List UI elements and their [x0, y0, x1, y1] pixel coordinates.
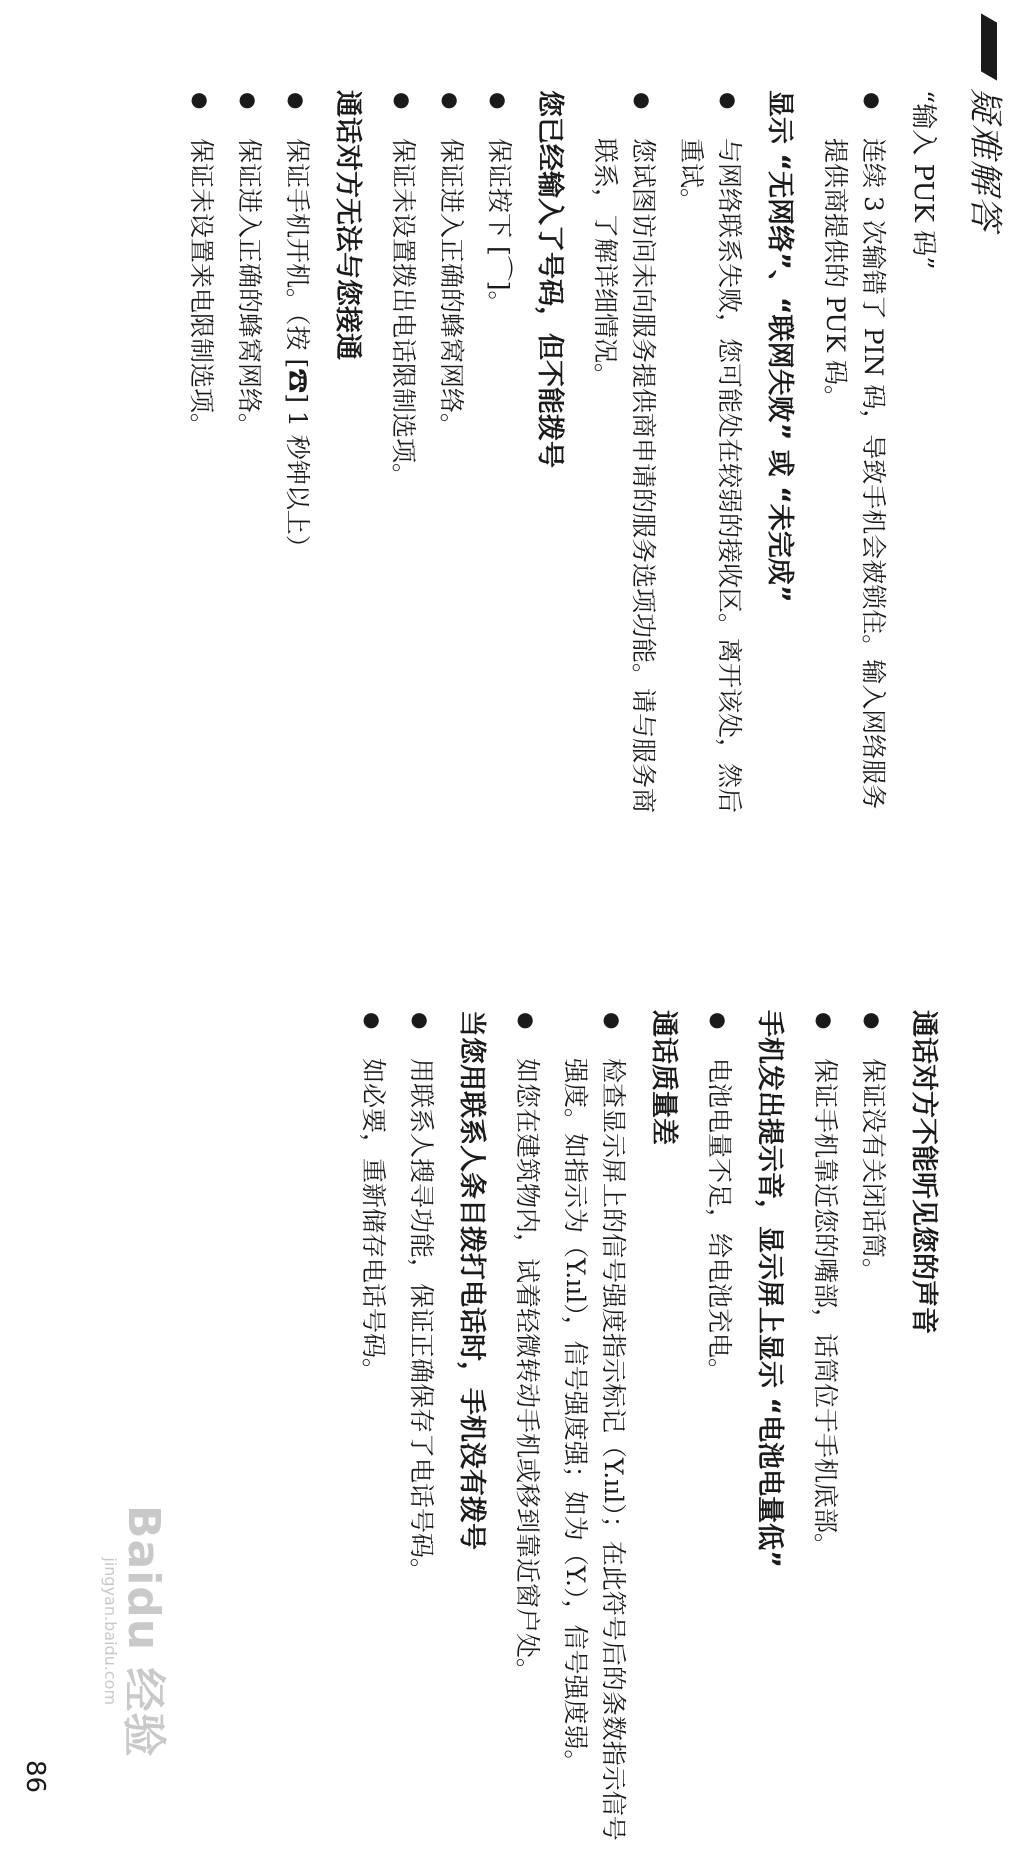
header-title: 疑难解答 [965, 88, 1006, 232]
list-item: ● 保证进入正确的蜂窝网络。 [432, 90, 470, 830]
section-heading: 通话对方不能听见您的声音 [908, 1010, 939, 1334]
section-heading: 当您用联系人条目拨打电话时，手机没有拨号 [456, 1010, 487, 1550]
list-item: ● 保证没有关闭话筒。 [854, 1010, 892, 1850]
section-no-network [586, 90, 798, 830]
list-item: ● 用联系人搜寻功能，保证正确保存了电话号码。 [402, 1010, 440, 1850]
list-item: ● 检查显示屏上的信号强度指示标记（Y.ııl）；在此符号后的条数指示信号强度。如指示为（Y.ııl），信号强度强；如为（Y.），信号强度弱。 [556, 1010, 632, 1850]
list-item: ● 保证手机靠近您的嘴部，话筒位于手机底部。 [806, 1010, 844, 1850]
list-item: ● 电池电量不足，给电池充电。 [700, 1010, 738, 1850]
item-list [700, 1010, 738, 1850]
section-call-quality [508, 1010, 682, 1850]
list-item: ● 您试图访问未向服务提供商申请的服务选项功能。请与服务商联系，了解详细情况。 [586, 90, 662, 830]
watermark-logo: Baidu 经验 [118, 1505, 169, 1758]
baidu-watermark [101, 1505, 180, 1757]
list-item: ● 保证未设置来电限制选项。 [182, 90, 220, 830]
item-list [384, 90, 518, 830]
section-heading: 手机发出提示音，显示屏上显示 “电池电量低” [754, 1010, 785, 1568]
page-number: 86 [20, 1760, 50, 1794]
list-item: ● 保证按下 [⌒]。 [480, 90, 518, 830]
left-column [164, 90, 942, 830]
right-column [336, 1010, 942, 1850]
watermark-url: jingyan.baidu.com [101, 1557, 120, 1706]
list-item: ● 与网络联系失败，您可能处在较弱的接收区。离开该处，然后重试。 [672, 90, 748, 830]
section-cannot-connect [182, 90, 366, 830]
item-list [586, 90, 748, 830]
list-item: ● 保证手机开机。（按 [☎] 1 秒钟以上） [278, 90, 316, 830]
section-heading: 您已经输入了号码，但不能拨号 [534, 90, 565, 468]
list-item: ● 如必要，重新储存电话号码。 [354, 1010, 392, 1850]
section-puk [816, 90, 942, 830]
item-list [806, 1010, 892, 1850]
item-list [354, 1010, 440, 1850]
section-cannot-dial [384, 90, 568, 830]
list-item: ● 如您在建筑物内，试着轻微转动手机或移到靠近窗户处。 [508, 1010, 546, 1850]
section-heading: 显示 “无网络”、“联网失败” 或 “未完成” [764, 90, 795, 603]
header-bar-decoration [981, 13, 997, 80]
item-list [508, 1010, 632, 1850]
list-item: ● 保证未设置拨出电话限制选项。 [384, 90, 422, 830]
list-item: ● 连续 3 次输错了 PIN 码，导致手机会被锁住。输入网络服务提供商提供的 PUK 码。 [816, 90, 892, 830]
item-list [816, 90, 892, 830]
section-heading: 通话对方无法与您接通 [332, 90, 363, 360]
section-heading: 通话质量差 [648, 1010, 679, 1145]
list-item: ● 保证进入正确的蜂窝网络。 [230, 90, 268, 830]
section-cannot-hear [806, 1010, 942, 1850]
page-header [958, 18, 1020, 232]
section-heading: “输入 PUK 码” [908, 90, 938, 270]
item-list [182, 90, 316, 830]
section-contact-dial [354, 1010, 490, 1850]
section-low-battery [700, 1010, 788, 1850]
